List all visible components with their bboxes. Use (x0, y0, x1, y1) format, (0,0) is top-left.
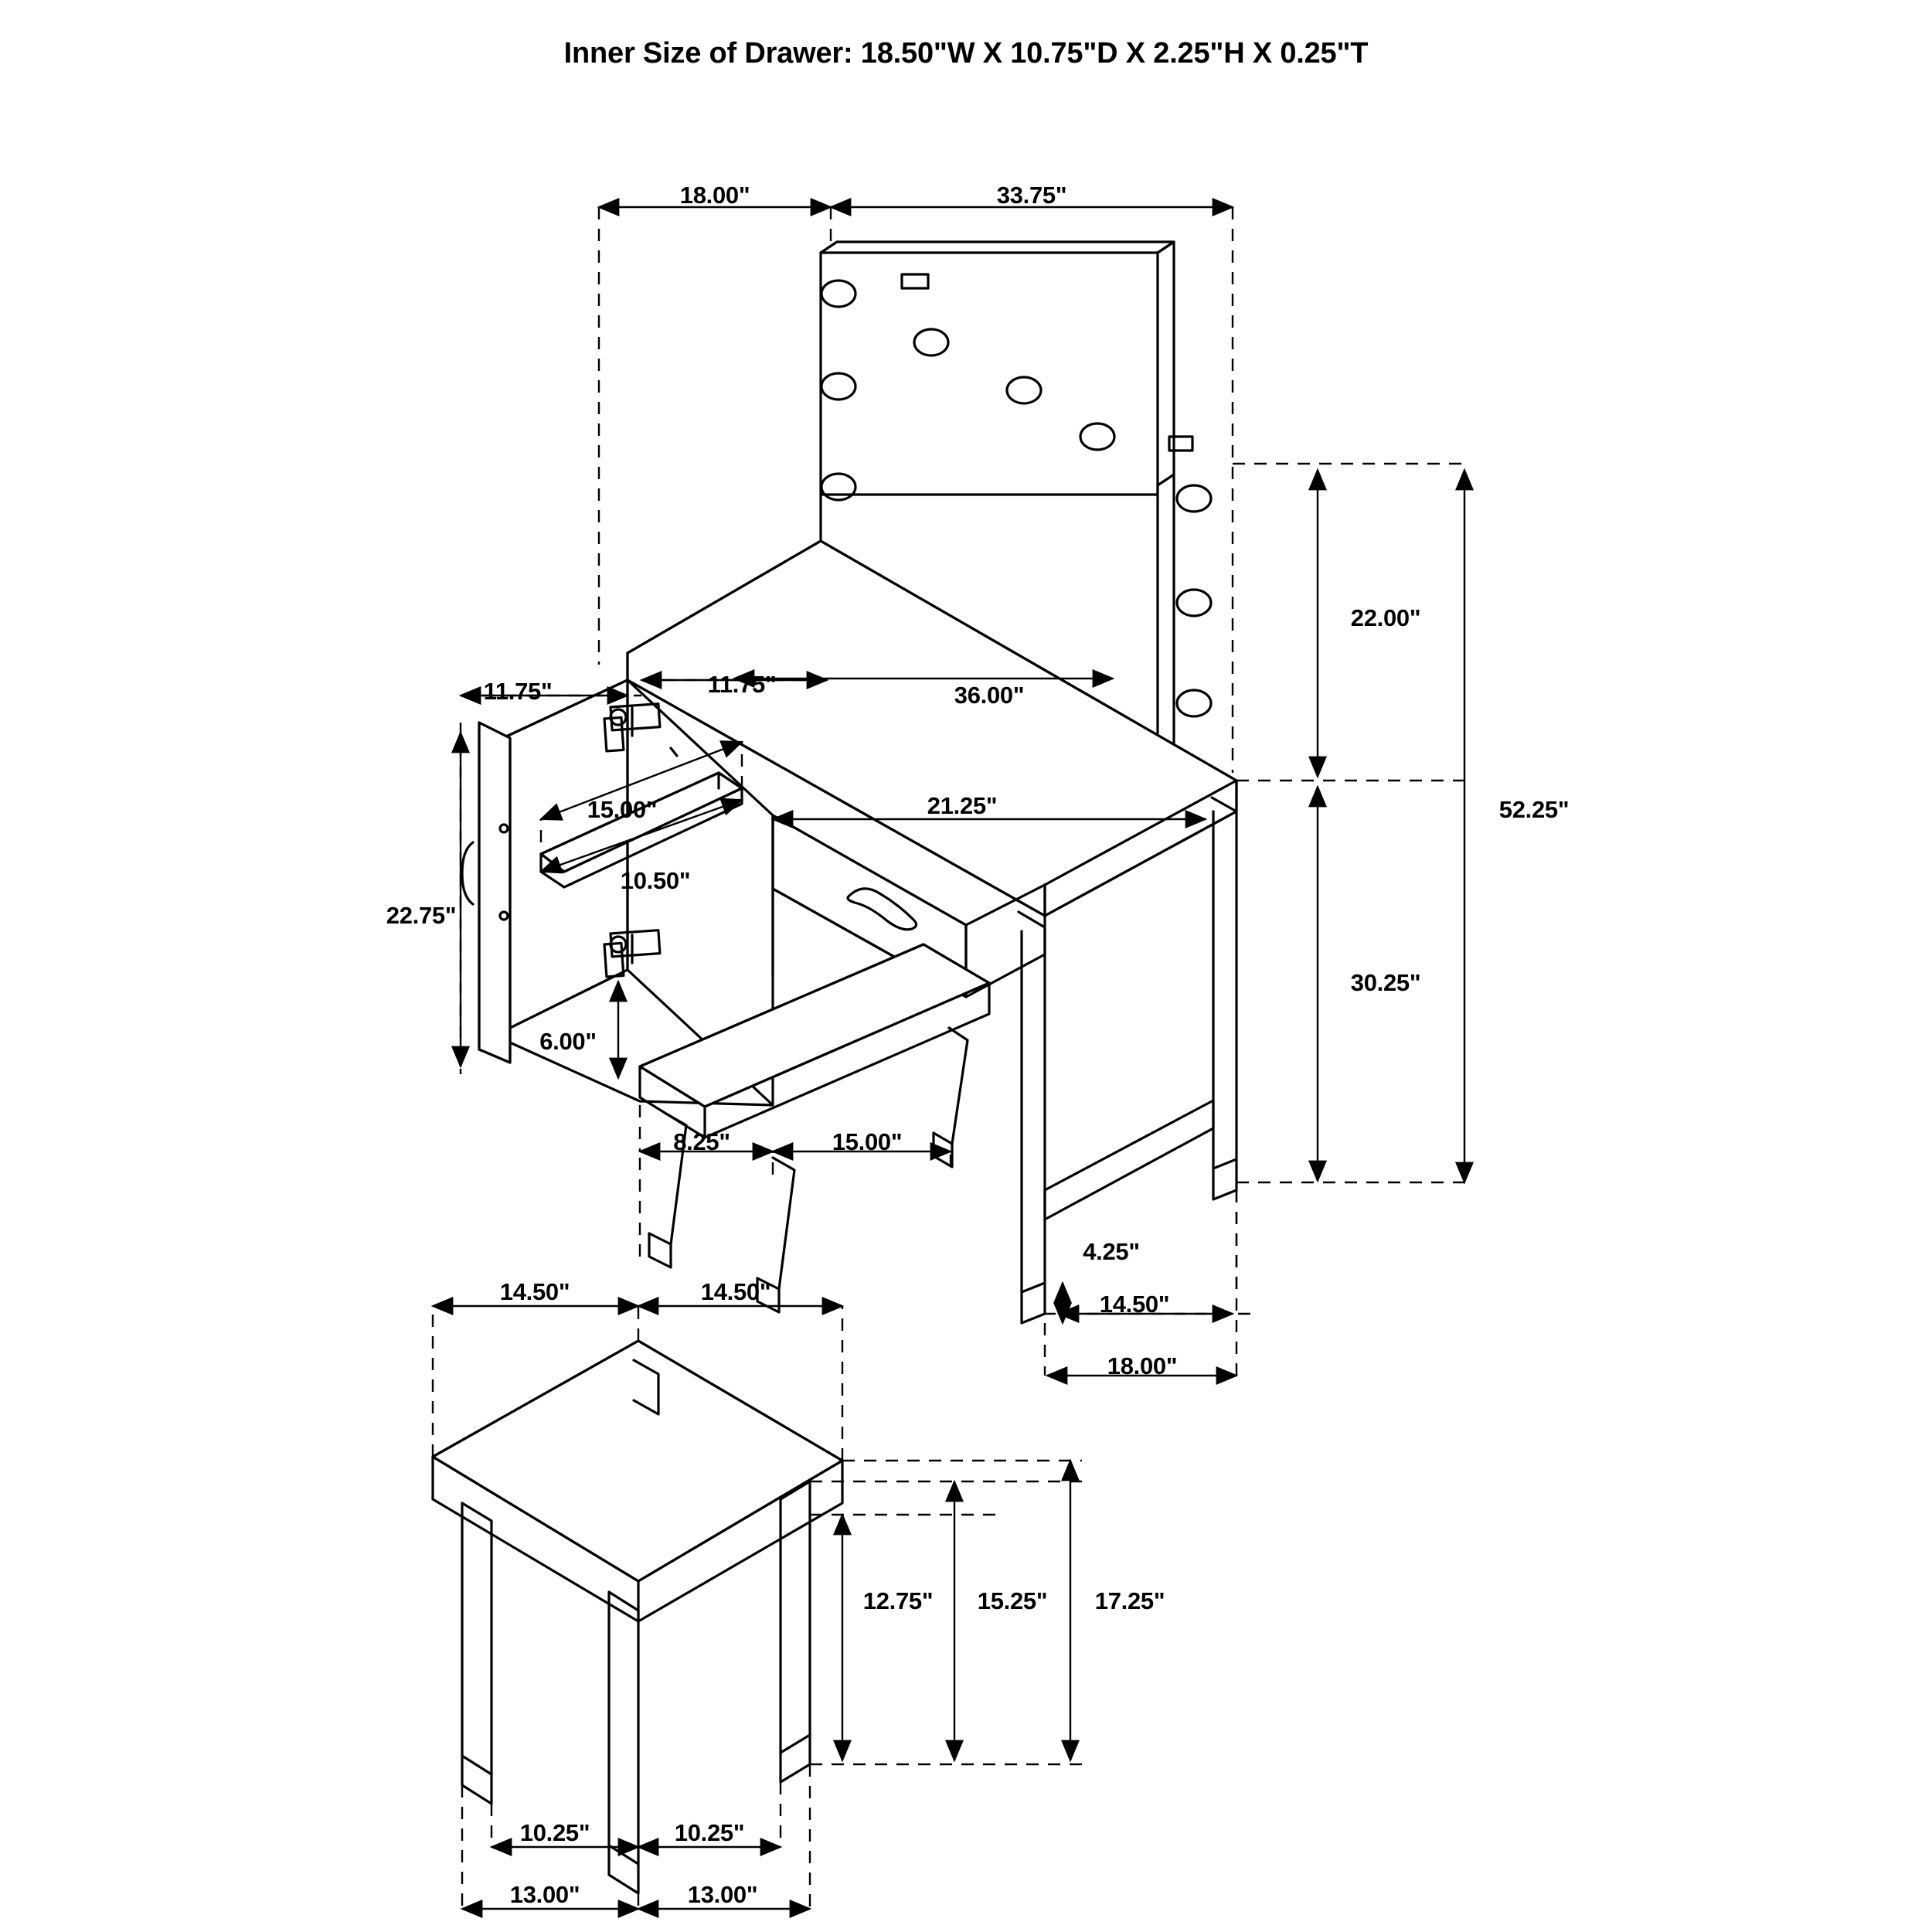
dim-label-s-height-outer: 17.25" (1094, 1587, 1165, 1614)
dim-label-v-mirror-height: 22.00" (1350, 604, 1421, 631)
page-title: Inner Size of Drawer: 18.50"W X 10.75"D X 2.25"H X 0.25"T (563, 37, 1369, 70)
dim-label-v-cabinet-height: 22.75" (386, 902, 457, 929)
dim-label-v-base-depth-outer: 18.00" (1107, 1352, 1178, 1379)
dim-label-v-stretcher-span: 15.00" (832, 1128, 903, 1155)
desk-top (628, 541, 1236, 916)
dim-label-v-shelf-width: 15.00" (587, 796, 658, 823)
dim-label-v-leg-clearance: 4.25" (1083, 1238, 1140, 1265)
dim-label-s-foot-span-right: 10.25" (674, 1819, 745, 1846)
dim-label-v-desk-front-width: 21.25" (927, 792, 998, 819)
dim-label-v-foot-inset: 8.25" (673, 1128, 730, 1155)
dim-label-s-height-inner: 12.75" (862, 1587, 934, 1614)
dim-label-s-height-mid: 15.25" (977, 1587, 1048, 1614)
dim-label-v-cabinet-depth-right: 11.75" (707, 671, 777, 698)
dim-label-v-desk-top-width: 36.00" (954, 682, 1025, 709)
dim-label-s-top-width-left: 14.50" (499, 1278, 570, 1305)
dim-label-v-cabinet-clearance: 6.00" (539, 1028, 597, 1055)
dim-label-v-cabinet-depth-left: 11.75" (483, 678, 553, 705)
dim-label-v-top-left-width: 18.00" (679, 182, 750, 209)
dim-label-s-top-width-right: 14.50" (700, 1278, 771, 1305)
dim-label-v-top-right-width: 33.75" (996, 182, 1067, 209)
dim-label-v-shelf-depth: 10.50" (620, 867, 691, 894)
dim-label-v-base-depth-inner: 14.50" (1099, 1291, 1170, 1318)
dim-label-v-total-height: 52.25" (1498, 796, 1570, 823)
dim-label-s-base-width-left: 13.00" (509, 1881, 580, 1908)
dim-label-s-base-width-right: 13.00" (687, 1881, 758, 1908)
dim-label-v-desk-height: 30.25" (1350, 969, 1421, 996)
dim-label-s-foot-span-left: 10.25" (519, 1819, 590, 1846)
